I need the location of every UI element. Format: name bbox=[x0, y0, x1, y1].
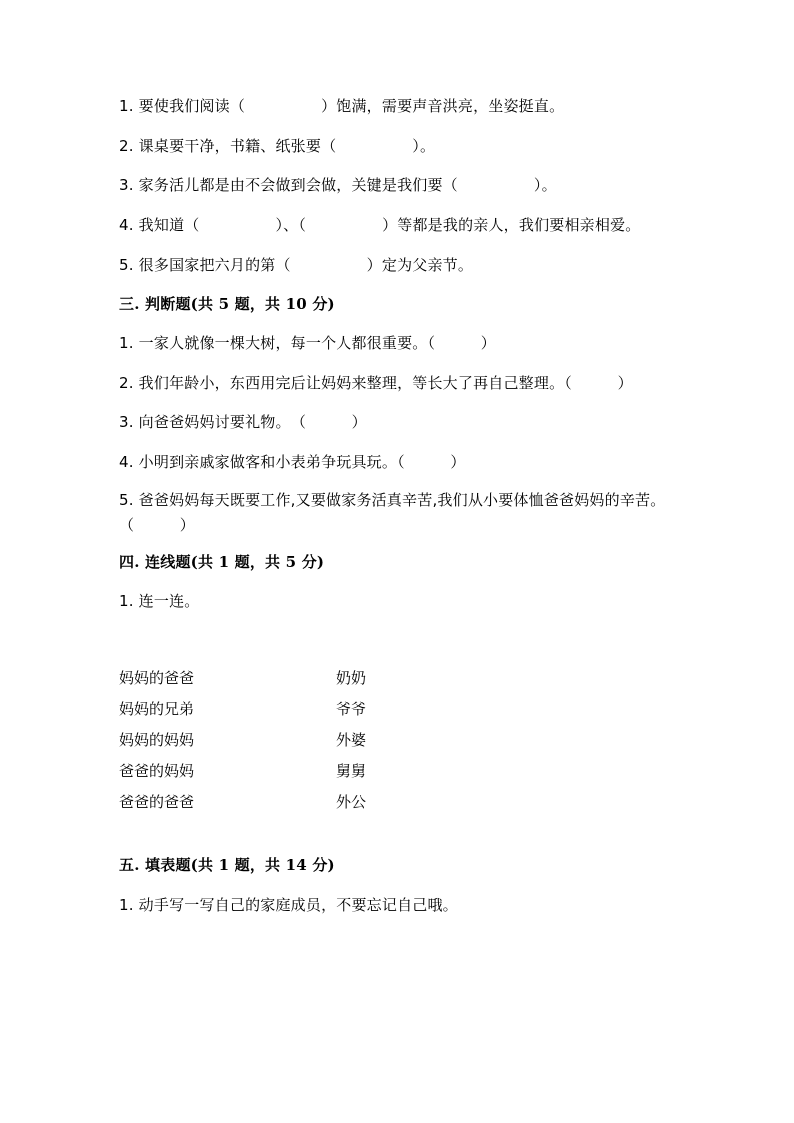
connect-left-item: 爸爸的爸爸 bbox=[119, 793, 195, 811]
connect-right-item: 爷爷 bbox=[336, 700, 367, 718]
connect-right-item: 舅舅 bbox=[336, 762, 367, 780]
connect-question: 1. 连一连。 bbox=[119, 592, 200, 610]
judge-question-2: 2. 我们年龄小，东西用完后让妈妈来整理，等长大了再自己整理。（ ） bbox=[119, 374, 633, 392]
judge-section-heading: 三. 判断题(共 5 题，共 10 分) bbox=[119, 295, 335, 313]
fill-blank-question-1: 1. 要使我们阅读（ ）饱满，需要声音洪亮，坐姿挺直。 bbox=[119, 97, 565, 115]
judge-question-5: 5. 爸爸妈妈每天既要工作,又要做家务活真辛苦,我们从小要体恤爸爸妈妈的辛苦。（ ） bbox=[119, 491, 666, 534]
fill-blank-question-4: 4. 我知道（ ）、（ ）等都是我的亲人，我们要相亲相爱。 bbox=[119, 216, 641, 234]
fill-blank-question-3: 3. 家务活儿都是由不会做到会做，关键是我们要（ ）。 bbox=[119, 176, 557, 194]
judge-question-3: 3. 向爸爸妈妈讨要礼物。 （ ） bbox=[119, 413, 367, 431]
fill-blank-question-2: 2. 课桌要干净，书籍、纸张要（ ）。 bbox=[119, 137, 436, 155]
connect-left-item: 妈妈的妈妈 bbox=[119, 731, 195, 749]
judge-question-4: 4. 小明到亲戚家做客和小表弟争玩具玩。（ ） bbox=[119, 453, 466, 471]
connect-section-heading: 四. 连线题(共 1 题，共 5 分) bbox=[119, 553, 325, 571]
judge-question-1: 1. 一家人就像一棵大树，每一个人都很重要。（ ） bbox=[119, 334, 496, 352]
connect-left-item: 妈妈的爸爸 bbox=[119, 669, 195, 687]
connect-left-item: 爸爸的妈妈 bbox=[119, 762, 195, 780]
connect-left-item: 妈妈的兄弟 bbox=[119, 700, 195, 718]
connect-right-item: 奶奶 bbox=[336, 669, 367, 687]
table-section-heading: 五. 填表题(共 1 题，共 14 分) bbox=[119, 856, 335, 874]
table-question: 1. 动手写一写自己的家庭成员，不要忘记自己哦。 bbox=[119, 896, 458, 914]
connect-right-item: 外婆 bbox=[336, 731, 367, 749]
connect-right-item: 外公 bbox=[336, 793, 367, 811]
fill-blank-question-5: 5. 很多国家把六月的第（ ）定为父亲节。 bbox=[119, 256, 474, 274]
